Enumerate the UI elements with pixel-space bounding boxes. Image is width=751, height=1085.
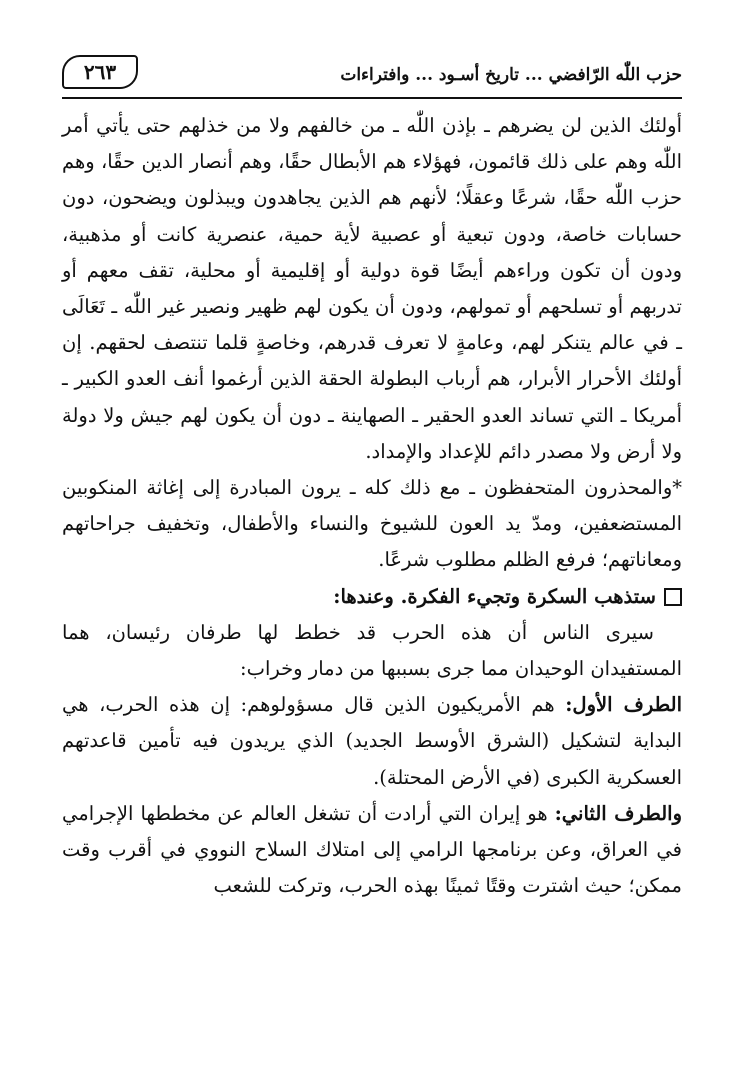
paragraph-4 xyxy=(62,687,682,796)
page-number: ٢٦٣ xyxy=(62,55,138,89)
page-header xyxy=(62,55,682,95)
second-party-text: هو إيران التي أرادت أن تشغل العالم عن مخططها الإجرامي في العراق، وعن برنامجها الرامي إلى امتلاك السلاح النووي في أقرب وقت ممكن؛ حيث اشترت وقتًا ثمينًا بهذه الحرب، وتركت للشعب xyxy=(62,801,682,898)
header-divider xyxy=(62,97,682,99)
checkbox-square-icon xyxy=(664,588,682,606)
paragraph-1: أولئك الذين لن يضرهم ـ بإذن اللّٰه ـ من خالفهم ولا من خذلهم حتى يأتي أمر اللّٰه وهم على ذلك قائمون، فهؤلاء هم الأبطال حقًا، وهم أنصار الدين حقًا، وهم حزب اللّٰه حقًا، شرعًا وعقلًا؛ لأنهم هم الذين يجاهدون ويبذلون ويضحون، دون حسابات خاصة، ودون تبعية أو عصبية لأية حمية، عنصرية كانت أو مذهبية، ودون أن تكون وراءهم أيضًا قوة دولية أو إقليمية أو محلية، تقف معهم أو تدربهم أو تسلحهم أو تمولهم، ودون أن يكون لهم ظهير ونصير غير اللّٰه ـ تَعَالَى ـ في عالم يتنكر لهم، وعامةٍ لا تعرف قدرهم، وخاصةٍ قلما تنتصف لحقهم. إن أولئك الأحرار الأبرار، هم أرباب البطولة الحقة الذين أرغموا أنف العدو الكبير ـ أمريكا ـ التي تساند العدو الحقير ـ الصهاينة ـ دون أن يكون لهم جيش ولا دولة ولا أرض ولا مصدر دائم للإعداد والإمداد. xyxy=(62,114,682,463)
first-party-label: الطرف الأول: xyxy=(565,693,682,717)
paragraph-5 xyxy=(62,796,682,905)
section-heading xyxy=(62,579,682,615)
paragraph-3: سيرى الناس أن هذه الحرب قد خطط لها طرفان رئيسان، هما المستفيدان الوحيدان مما جرى بسببها من دمار وخراب: xyxy=(62,620,682,681)
running-title: حزب اللّٰه الرّافضي ... تاريخ أسـود ... وافتراءات xyxy=(340,65,682,85)
page-body xyxy=(62,108,682,904)
second-party-label: والطرف الثاني: xyxy=(554,801,682,825)
first-party-text: هم الأمريكيون الذين قال مسؤولوهم: إن هذه الحرب، هي البداية لتشكيل (الشرق الأوسط الجديد) الذي يريدون فيه تأمين قاعدتهم العسكرية الكبرى (في الأرض المحتلة). xyxy=(62,693,682,789)
paragraph-2: *والمحذرون المتحفظون ـ مع ذلك كله ـ يرون المبادرة إلى إغاثة المنكوبين المستضعفين، ومدّ يد العون للشيوخ والنساء والأطفال، وتخفيف جراحاتهم ومعاناتهم؛ فرفع الظلم مطلوب شرعًا. xyxy=(62,476,682,572)
section-heading-text: ستذهب السكرة وتجيء الفكرة. وعندها: xyxy=(333,584,656,608)
